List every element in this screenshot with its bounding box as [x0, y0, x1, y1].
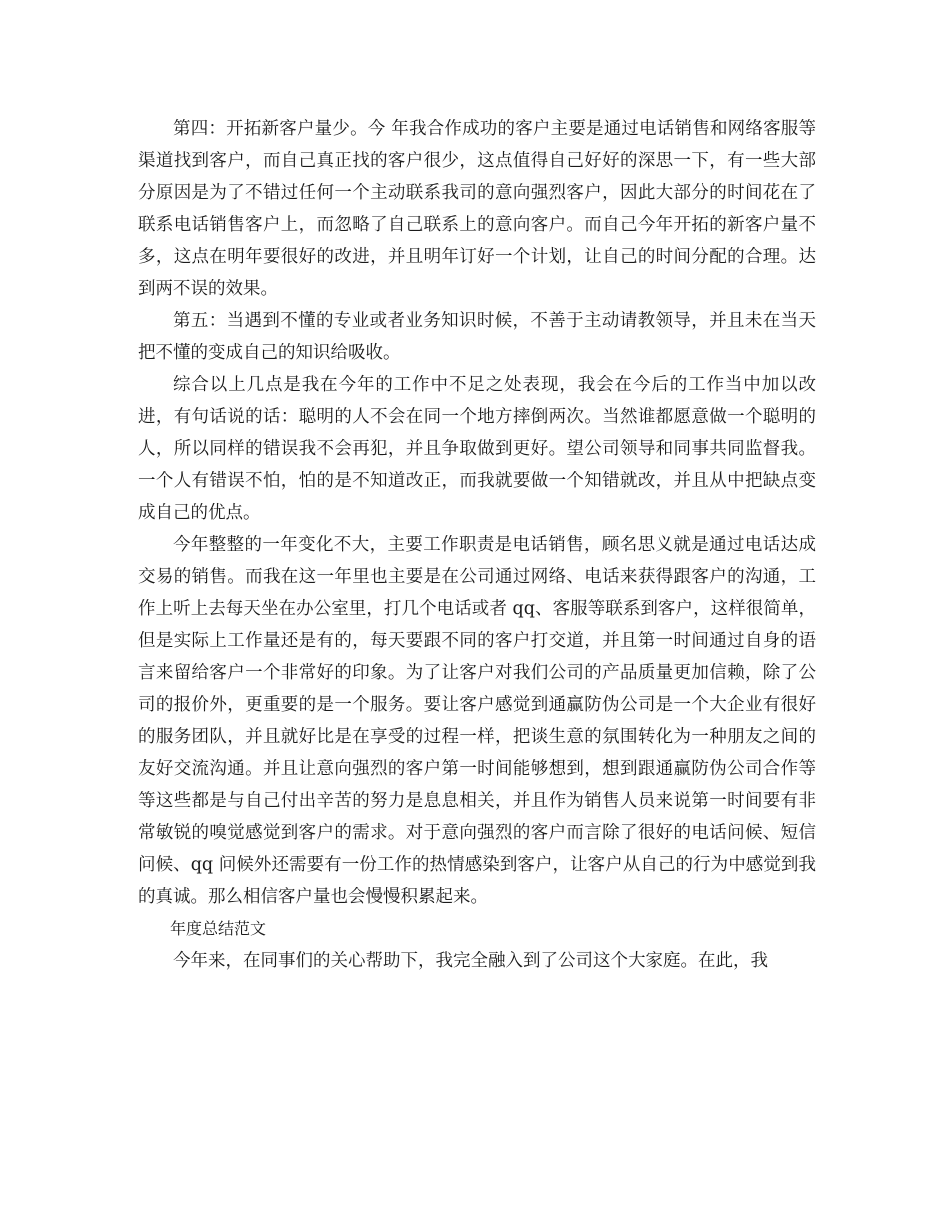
paragraph-closing: 今年来，在同事们的关心帮助下，我完全融入到了公司这个大家庭。在此，我: [173, 951, 768, 971]
paragraph-shortcoming-five: 第五：当遇到不懂的专业或者业务知识时候，不善于主动请教领导，并且未在当天把不懂的变成自己的知识给吸收。: [138, 311, 816, 363]
document-body: [138, 113, 816, 977]
section-heading: 年度总结范文: [170, 919, 267, 938]
paragraph-shortcoming-four: 第四：开拓新客户量少。今 年我合作成功的客户主要是通过电话销售和网络客服等渠道找到客户，而自己真正找的客户很少，这点值得自己好好的深思一下，有一些大部分原因是为了不错过任何一个主动联系我司的意向强烈客户，因此大部分的时间花在了联系电话销售客户上，而忽略了自己联系上的意向客户。而自己今年开拓的新客户量不多，这点在明年要很好的改进，并且明年订好一个计划，让自己的时间分配的合理。达到两不误的效果。: [138, 119, 816, 299]
paragraph-summary: 综合以上几点是我在今年的工作中不足之处表现，我会在今后的工作当中加以改进，有句话说的话：聪明的人不会在同一个地方摔倒两次。当然谁都愿意做一个聪明的人，所以同样的错误我不会再犯，并且争取做到更好。望公司领导和同事共同监督我。一个人有错误不怕，怕的是不知道改正，而我就要做一个知错就改，并且从中把缺点变成自己的优点。: [138, 375, 816, 523]
paragraph-year-review: 今年整整的一年变化不大，主要工作职责是电话销售，顾名思义就是通过电话达成交易的销售。而我在这一年里也主要是在公司通过网络、电话来获得跟客户的沟通，工作上听上去每天坐在办公室里，打几个电话或者 qq、客服等联系到客户，这样很简单，但是实际上工作量还是有的，每天要跟不同的客户打交道，并且第一时间通过自身的语言来留给客户一个非常好的印象。为了让客户对我们公司的产品质量更加信赖，除了公司的报价外，更重要的是一个服务。要让客户感觉到通赢防伪公司是一个大企业有很好的服务团队，并且就好比是在享受的过程一样，把谈生意的氛围转化为一种朋友之间的友好交流沟通。并且让意向强烈的客户第一时间能够想到，想到跟通赢防伪公司合作等等这些都是与自己付出辛苦的努力是息息相关，并且作为销售人员来说第一时间要有非常敏锐的嗅觉感觉到客户的需求。对于意向强烈的客户而言除了很好的电话问候、短信问候、qq 问候外还需要有一份工作的热情感染到客户，让客户从自己的行为中感觉到我的真诚。那么相信客户量也会慢慢积累起来。: [138, 535, 816, 907]
